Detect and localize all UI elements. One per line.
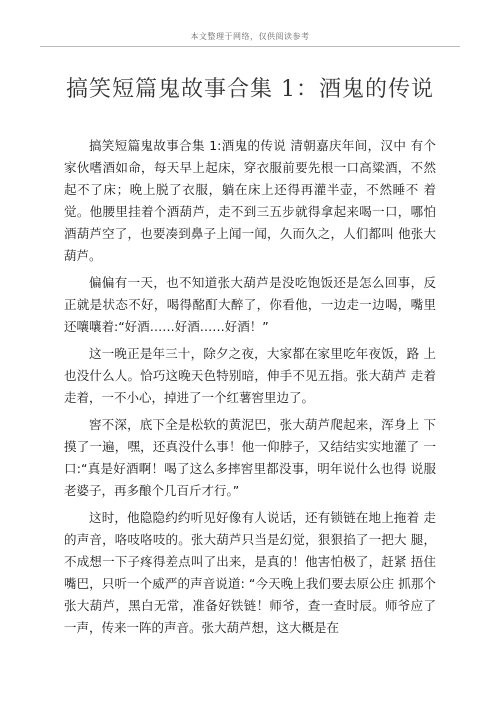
header-divider (40, 46, 460, 47)
paragraph: 这一晚正是年三十，除夕之夜，大家都在家里吃年夜饭，路 上也没什么人。恰巧这晚天色特别暗，伸手不见五指。张大葫芦 走着走着，一不小心，掉进了一个红薯窖里边了。 (64, 346, 436, 405)
paragraph: 偏偏有一天，也不知道张大葫芦是没吃饱饭还是怎么回事，反正就是状态不好，喝得酩酊大醉了，你看他，一边走一边喝，嘴里还嚷嚷着:“好酒……好酒……好酒！” (64, 275, 436, 334)
header-note: 本文整理于网络，仅供阅读参考 (190, 32, 310, 41)
paragraph: 搞笑短篇鬼故事合集 1:酒鬼的传说 清朝嘉庆年间，汉中 有个家伙嗜酒如命，每天早上起床，穿衣服前要先根一口高粱酒，不然起不了床；晚上脱了衣服，躺在床上还得再灌半壶，不然睡不 着觉。他腰里挂着个酒葫芦，走不到三五步就得拿起来喝一口，哪怕酒葫芦空了，也要凑到鼻子上闻一闻，久而久之，人们都叫 他张大葫芦。 (64, 138, 436, 263)
document-body (64, 135, 436, 644)
paragraph: 窖不深，底下全是松软的黄泥巴，张大葫芦爬起来，浑身上 下摸了一遍，嘿，还真没什么事！他一仰脖子，又结结实实地灌了 一口:“真是好酒啊！喝了这么多摔窖里都没事，明年说什么也得 说服老婆子，再多酿个几百斤才行。” (64, 417, 436, 498)
paragraph: 这时，他隐隐约约听见好像有人说话，还有锁链在地上拖着 走的声音，咯吱咯吱的。张大葫芦只当是幻觉，狠狠掐了一把大 腿，不成想一下子疼得差点叫了出来，是真的！他害怕极了，赶紧 捂住嘴巴，只听一个威严的声音说道: “今天晚上我们要去原公庄 抓那个张大葫芦，黑白无常，准备好铁链！师爷，查一查时辰。师爷应了一声，传来一阵的声音。张大葫芦想，这大概是在 (64, 510, 436, 635)
document-title: 搞笑短篇鬼故事合集 1：酒鬼的传说 (66, 77, 434, 102)
